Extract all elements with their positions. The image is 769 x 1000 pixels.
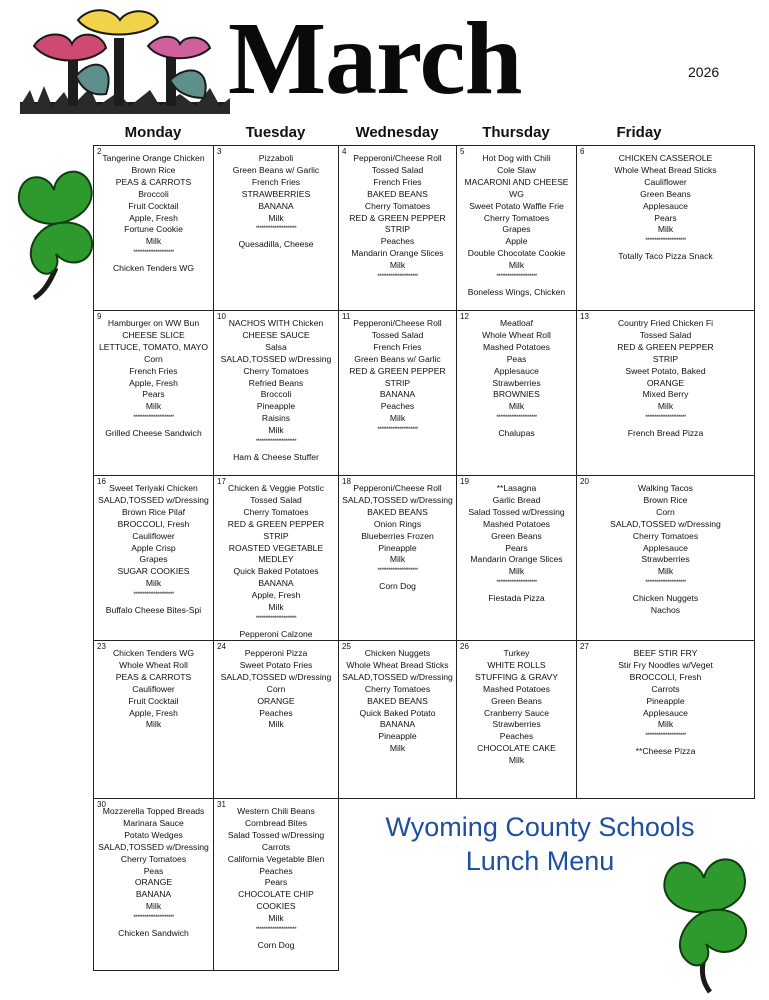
menu-item: Mashed Potatoes <box>483 518 550 529</box>
menu-item: Apple, Fresh <box>129 212 178 223</box>
menu-item: CHOCOLATE CHIP <box>238 889 314 900</box>
menu-item: CHICKEN CASSEROLE <box>618 153 713 163</box>
menu-item: Milk <box>389 554 406 565</box>
menu-item: Cherry Tomatoes <box>243 365 309 376</box>
day-number: 30 <box>97 800 106 809</box>
menu-item: Peaches <box>380 236 415 247</box>
weekday-wednesday: Wednesday <box>355 124 439 141</box>
alternate-entree: Chicken Nuggets <box>632 593 699 604</box>
menu-item: Pears <box>142 389 165 400</box>
day-number: 11 <box>342 312 351 321</box>
menu-item: BANANA <box>135 889 172 900</box>
menu-item: Quick Baked Potato <box>359 707 436 718</box>
day-cell <box>213 640 339 799</box>
menu-item: Applesauce <box>643 200 688 211</box>
menu-item: Peaches <box>499 731 534 742</box>
menu-item: STUFFING & GRAVY <box>475 671 558 682</box>
menu-item: Broccoli <box>138 188 169 199</box>
alternate-entree: Grilled Cheese Sandwich <box>105 428 202 439</box>
menu-items <box>94 806 213 940</box>
menu-item: Cherry Tomatoes <box>364 683 431 694</box>
menu-item: Fortune Cookie <box>124 224 183 235</box>
separator: ********************** <box>255 615 297 622</box>
day-cell <box>338 475 457 641</box>
menu-item: BANANA <box>258 578 294 589</box>
menu-item: Apple, Fresh <box>129 377 178 388</box>
alternate-entree: Totally Taco Pizza Snack <box>618 251 713 262</box>
menu-item: Onion Rings <box>373 518 422 529</box>
menu-item: Milk <box>268 913 284 924</box>
menu-item: Apple, Fresh <box>129 707 178 718</box>
menu-item: Milk <box>145 901 162 912</box>
day-number: 2 <box>97 147 102 156</box>
menu-item: Whole Wheat Roll <box>482 329 551 340</box>
menu-item: Chicken Tenders WG <box>112 648 195 658</box>
day-number: 3 <box>217 147 222 156</box>
menu-items <box>339 648 456 755</box>
menu-items <box>577 648 754 758</box>
alternate-entree: **Cheese Pizza <box>635 746 696 757</box>
menu-items <box>214 483 338 641</box>
menu-items <box>214 318 338 464</box>
menu-item: French Fries <box>129 365 178 376</box>
separator: ********************** <box>255 439 297 446</box>
day-cell <box>213 798 339 971</box>
day-cell <box>213 310 339 476</box>
separator: ********************** <box>645 415 686 422</box>
menu-item: BAKED BEANS <box>367 506 428 517</box>
menu-item: Pepperoni/Cheese Roll <box>353 483 442 493</box>
menu-item: Milk <box>268 602 284 613</box>
menu-item: Milk <box>145 236 162 247</box>
menu-item: Blueberries Frozen <box>361 530 434 541</box>
menu-item: Peaches <box>259 865 293 876</box>
menu-item: Strawberries <box>641 554 690 565</box>
menu-item: RED & GREEN PEPPER <box>227 518 325 529</box>
menu-items <box>214 806 338 952</box>
menu-item: Green Beans w/ Garlic <box>354 353 441 364</box>
menu-item: Milk <box>268 425 284 436</box>
menu-item: Western Chili Beans <box>237 806 315 816</box>
menu-item: PEAS & CARROTS <box>115 671 192 682</box>
menu-item: BROCCOLI, Fresh <box>117 518 190 529</box>
alternate-entree: Boneless Wings, Chicken <box>467 286 566 297</box>
menu-item: French Fries <box>251 176 301 187</box>
menu-item: Pears <box>654 212 677 223</box>
day-number: 13 <box>580 312 589 321</box>
weekday-friday: Friday <box>616 124 662 141</box>
day-number: 16 <box>97 477 106 486</box>
day-cell <box>338 640 457 799</box>
menu-item: Stir Fry Noodles w/Veget <box>618 659 713 670</box>
day-cell <box>456 310 577 476</box>
separator: ********************** <box>496 415 537 422</box>
menu-item: Peaches <box>380 401 415 412</box>
separator: ********************** <box>496 580 537 587</box>
menu-item: Pineapple <box>378 731 417 742</box>
menu-items <box>577 318 754 440</box>
menu-item: Brown Rice <box>643 494 688 505</box>
day-cell <box>576 310 755 476</box>
menu-item: Peas <box>506 353 527 364</box>
menu-item: SALAD,TOSSED w/Dressing <box>220 671 332 682</box>
menu-item: Sweet Potato, Baked <box>625 365 706 376</box>
menu-item: SALAD,TOSSED w/Dressing <box>220 353 332 364</box>
menu-item: Milk <box>508 401 525 412</box>
day-number: 10 <box>217 312 226 321</box>
menu-item: ROASTED VEGETABLE <box>228 542 324 553</box>
menu-item: Salsa <box>265 341 287 352</box>
menu-items <box>457 318 576 440</box>
alternate-entree: Quesadilla, Cheese <box>238 239 314 250</box>
month-title: March <box>228 1 522 116</box>
menu-item: Green Beans <box>640 188 691 199</box>
menu-item: Whole Wheat Bread Sticks <box>614 164 717 175</box>
menu-item: Walking Tacos <box>638 483 693 493</box>
menu-item: Whole Wheat Roll <box>119 659 188 670</box>
day-number: 24 <box>217 642 226 651</box>
menu-item: Broccoli <box>260 389 292 400</box>
menu-item: Applesauce <box>643 707 688 718</box>
menu-item: Tossed Salad <box>639 329 692 340</box>
menu-item: STRIP <box>263 530 289 541</box>
menu-item: Mandarin Orange Slices <box>351 248 444 259</box>
menu-item: RED & GREEN PEPPER <box>617 341 714 352</box>
menu-item: ORANGE <box>646 377 685 388</box>
separator: ********************** <box>377 568 418 575</box>
menu-item: Garlic Bread <box>492 494 541 505</box>
menu-item: Raisins <box>261 413 291 424</box>
menu-item: Milk <box>657 401 674 412</box>
day-cell <box>576 640 755 799</box>
menu-item: Marinara Sauce <box>123 817 184 828</box>
menu-item: Tossed Salad <box>371 329 424 340</box>
menu-item: SALAD,TOSSED w/Dressing <box>98 494 209 505</box>
menu-item: LETTUCE, TOMATO, MAYO <box>98 341 209 352</box>
alternate-entree: Chicken Sandwich <box>118 928 189 939</box>
menu-item: Cauliflower <box>644 176 687 187</box>
separator: ********************** <box>133 592 174 599</box>
menu-item: CHEESE SLICE <box>122 329 185 340</box>
menu-items <box>94 648 213 731</box>
menu-item: Mozzerella Topped Breads <box>102 806 205 816</box>
menu-item: Applesauce <box>643 542 688 553</box>
menu-item: Cauliflower <box>132 530 175 541</box>
day-number: 12 <box>460 312 469 321</box>
menu-item: CHOCOLATE CAKE <box>477 743 556 754</box>
menu-items <box>339 318 456 437</box>
menu-item: Apple Crisp <box>131 542 176 553</box>
menu-item: Green Beans <box>491 530 542 541</box>
menu-item: WG <box>509 188 524 199</box>
day-cell <box>93 475 214 641</box>
menu-item: French Fries <box>373 176 422 187</box>
year-label: 2026 <box>688 64 720 80</box>
alternate-entree: Chalupas <box>498 428 535 439</box>
menu-item: Turkey <box>503 648 530 658</box>
weekday-monday: Monday <box>124 124 182 141</box>
menu-item: Cherry Tomatoes <box>364 200 431 211</box>
weekday-tuesday: Tuesday <box>245 124 306 141</box>
menu-item: Cherry Tomatoes <box>243 506 309 517</box>
menu-item: Cherry Tomatoes <box>120 853 187 864</box>
menu-item: PEAS & CARROTS <box>115 176 192 187</box>
menu-item: Salad Tossed w/Dressing <box>227 829 325 840</box>
menu-item: BANANA <box>258 200 294 211</box>
menu-items <box>457 648 576 767</box>
school-name-line2: Lunch Menu <box>465 846 615 876</box>
menu-item: Quick Baked Potatoes <box>233 566 319 577</box>
menu-items <box>94 153 213 275</box>
menu-item: French Fries <box>373 341 422 352</box>
menu-item: Mashed Potatoes <box>483 683 550 694</box>
separator: ********************** <box>645 580 686 587</box>
shamrock-icon <box>4 150 104 300</box>
menu-item: Cherry Tomatoes <box>632 530 699 541</box>
day-cell <box>456 475 577 641</box>
menu-item: COOKIES <box>256 901 296 912</box>
menu-item: Grapes <box>502 224 531 235</box>
menu-item: Milk <box>508 755 525 766</box>
separator: ********************** <box>645 733 686 740</box>
menu-item: Corn <box>144 353 163 364</box>
menu-item: Milk <box>389 743 406 754</box>
menu-item: Milk <box>268 212 284 223</box>
menu-item: STRIP <box>384 224 411 235</box>
menu-item: Refried Beans <box>248 377 304 388</box>
menu-items <box>457 483 576 605</box>
day-cell <box>213 475 339 641</box>
menu-item: Pears <box>264 877 288 888</box>
menu-item: SALAD,TOSSED w/Dressing <box>342 494 453 505</box>
day-number: 27 <box>580 642 589 651</box>
menu-item: Corn <box>656 506 675 517</box>
separator: ********************** <box>133 250 174 257</box>
menu-item: Milk <box>657 224 674 235</box>
menu-items <box>457 153 576 299</box>
separator: ********************** <box>377 427 418 434</box>
menu-item: Cranberry Sauce <box>484 707 549 718</box>
alternate-entree: French Bread Pizza <box>627 428 704 439</box>
menu-items <box>214 648 338 731</box>
menu-item: Green Beans w/ Garlic <box>232 164 320 175</box>
separator: ********************** <box>377 274 418 281</box>
day-cell <box>93 145 214 311</box>
day-number: 26 <box>460 642 469 651</box>
menu-item: BEEF STIR FRY <box>633 648 698 658</box>
day-number: 5 <box>460 147 465 156</box>
menu-item: RED & GREEN PEPPER <box>349 212 446 223</box>
menu-item: Mixed Berry <box>642 389 689 400</box>
menu-item: Cole Slaw <box>497 164 536 175</box>
alternate-entree: Buffalo Cheese Bites-Spi <box>105 605 202 616</box>
menu-item: Country Fried Chicken Fi <box>617 318 714 328</box>
menu-item: Mashed Potatoes <box>483 341 550 352</box>
menu-item: Corn <box>266 683 286 694</box>
menu-item: Milk <box>657 566 674 577</box>
menu-item: Carrots <box>651 683 680 694</box>
menu-item: SALAD,TOSSED w/Dressing <box>610 518 721 529</box>
day-number: 23 <box>97 642 106 651</box>
menu-item: Potato Wedges <box>124 829 183 840</box>
day-cell <box>456 145 577 311</box>
alternate-entree: Corn Dog <box>379 581 416 592</box>
menu-item: Grapes <box>139 554 168 565</box>
menu-item: Milk <box>508 260 525 271</box>
menu-item: BAKED BEANS <box>367 695 428 706</box>
menu-item: Cauliflower <box>132 683 175 694</box>
menu-item: Strawberries <box>492 377 541 388</box>
menu-item: ORANGE <box>257 695 295 706</box>
separator: ********************** <box>255 927 297 934</box>
menu-item: Strawberries <box>492 719 541 730</box>
menu-items <box>577 153 754 263</box>
menu-item: Peas <box>143 865 164 876</box>
menu-item: MACARONI AND CHEESE <box>464 176 569 187</box>
day-cell <box>93 310 214 476</box>
menu-item: Milk <box>657 719 674 730</box>
menu-item: Salad Tossed w/Dressing <box>468 506 565 517</box>
menu-item: Chicken & Veggie Potstic <box>227 483 325 493</box>
menu-item: Brown Rice Pilaf <box>121 506 186 517</box>
menu-item: Pepperoni/Cheese Roll <box>353 153 442 163</box>
menu-item: BROCCOLI, Fresh <box>629 671 702 682</box>
menu-item: BROWNIES <box>493 389 540 400</box>
day-cell <box>93 798 214 971</box>
alternate-entree: Corn Dog <box>257 939 295 950</box>
day-cell <box>456 640 577 799</box>
menu-item: **Lasagna <box>496 483 537 493</box>
menu-item: Apple, Fresh <box>251 590 301 601</box>
menu-item: SALAD,TOSSED w/Dressing <box>98 841 209 852</box>
menu-item: Pineapple <box>378 542 417 553</box>
alternate-entree: Pepperoni Calzone <box>239 628 313 639</box>
day-cell <box>338 145 457 311</box>
menu-item: Mandarin Orange Slices <box>470 554 563 565</box>
day-number: 9 <box>97 312 102 321</box>
menu-items <box>339 483 456 593</box>
day-cell <box>338 310 457 476</box>
menu-item: Milk <box>145 719 162 730</box>
day-number: 20 <box>580 477 589 486</box>
menu-item: RED & GREEN PEPPER <box>349 365 446 376</box>
menu-item: Hot Dog with Chili <box>482 153 551 163</box>
menu-item: Brown Rice <box>131 164 176 175</box>
separator: ********************** <box>133 415 174 422</box>
menu-item: Pineapple <box>256 401 296 412</box>
menu-item: SALAD,TOSSED w/Dressing <box>342 671 453 682</box>
menu-item: Carrots <box>261 841 291 852</box>
menu-item: Tossed Salad <box>371 164 424 175</box>
menu-item: Pepperoni/Cheese Roll <box>353 318 442 328</box>
menu-item: Fruit Cocktail <box>128 695 179 706</box>
menu-item: Sweet Teriyaki Chicken <box>109 483 198 493</box>
day-cell <box>213 145 339 311</box>
day-cell <box>93 640 214 799</box>
menu-item: Pizzaboli <box>258 153 294 163</box>
menu-item: Sweet Potato Fries <box>239 659 313 670</box>
menu-items <box>214 153 338 251</box>
menu-item: STRIP <box>652 353 679 364</box>
menu-item: STRAWBERRIES <box>241 188 311 199</box>
menu-item: California Vegetable Blen <box>227 853 325 864</box>
weekday-thursday: Thursday <box>482 124 550 141</box>
separator: ********************** <box>645 238 686 245</box>
menu-item: Apple <box>505 236 528 247</box>
menu-item: Milk <box>508 566 525 577</box>
menu-item: Chicken Nuggets <box>364 648 431 658</box>
menu-item: Pineapple <box>646 695 685 706</box>
day-number: 18 <box>342 477 351 486</box>
day-number: 4 <box>342 147 347 156</box>
alternate-entree: Nachos <box>650 605 681 616</box>
menu-item: Pepperoni Pizza <box>244 648 308 658</box>
menu-item: Green Beans <box>491 695 542 706</box>
menu-item: ORANGE <box>134 877 173 888</box>
menu-item: Meatloaf <box>500 318 533 328</box>
shamrock-icon <box>648 836 760 994</box>
day-number: 31 <box>217 800 226 809</box>
menu-item: Tangerine Orange Chicken <box>102 153 205 163</box>
menu-item: Fruit Cocktail <box>128 200 179 211</box>
alternate-entree: Chicken Tenders WG <box>112 263 195 274</box>
day-number: 6 <box>580 147 585 156</box>
menu-item: Applesauce <box>494 365 539 376</box>
menu-items <box>577 483 754 617</box>
menu-item: MEDLEY <box>258 554 294 565</box>
school-name-line1: Wyoming County Schools <box>385 812 695 842</box>
menu-item: Tossed Salad <box>250 494 302 505</box>
menu-item: SUGAR COOKIES <box>117 566 190 577</box>
separator: ********************** <box>496 274 537 281</box>
day-number: 17 <box>217 477 226 486</box>
menu-item: BAKED BEANS <box>367 188 428 199</box>
menu-item: Double Chocolate Cookie <box>467 248 566 259</box>
menu-item: STRIP <box>384 377 411 388</box>
menu-items <box>339 153 456 284</box>
menu-items <box>94 318 213 440</box>
menu-item: Whole Wheat Bread Sticks <box>346 659 449 670</box>
menu-item: Peaches <box>259 707 293 718</box>
menu-items <box>94 483 213 617</box>
flowers-illustration <box>20 6 230 118</box>
day-cell <box>576 145 755 311</box>
menu-item: Sweet Potato Waffle Frie <box>469 200 564 211</box>
menu-item: Milk <box>268 719 284 730</box>
menu-item: Milk <box>389 260 406 271</box>
alternate-entree: Fiestada Pizza <box>488 593 545 604</box>
menu-item: Milk <box>145 401 162 412</box>
menu-item: NACHOS WITH Chicken <box>228 318 324 328</box>
menu-item: Milk <box>145 578 162 589</box>
menu-item: Cherry Tomatoes <box>483 212 550 223</box>
menu-item: WHITE ROLLS <box>487 659 546 670</box>
day-number: 19 <box>460 477 469 486</box>
separator: ********************** <box>133 915 174 922</box>
menu-item: Hamburger on WW Bun <box>107 318 200 328</box>
alternate-entree: Ham & Cheese Stuffer <box>233 451 319 462</box>
menu-item: BANANA <box>379 719 416 730</box>
separator: ********************** <box>255 226 297 233</box>
day-cell <box>576 475 755 641</box>
day-number: 25 <box>342 642 351 651</box>
menu-item: Cornbread Bites <box>244 817 308 828</box>
menu-item: Milk <box>389 413 406 424</box>
menu-item: Pears <box>505 542 528 553</box>
menu-item: CHEESE SAUCE <box>242 329 310 340</box>
menu-item: BANANA <box>379 389 416 400</box>
